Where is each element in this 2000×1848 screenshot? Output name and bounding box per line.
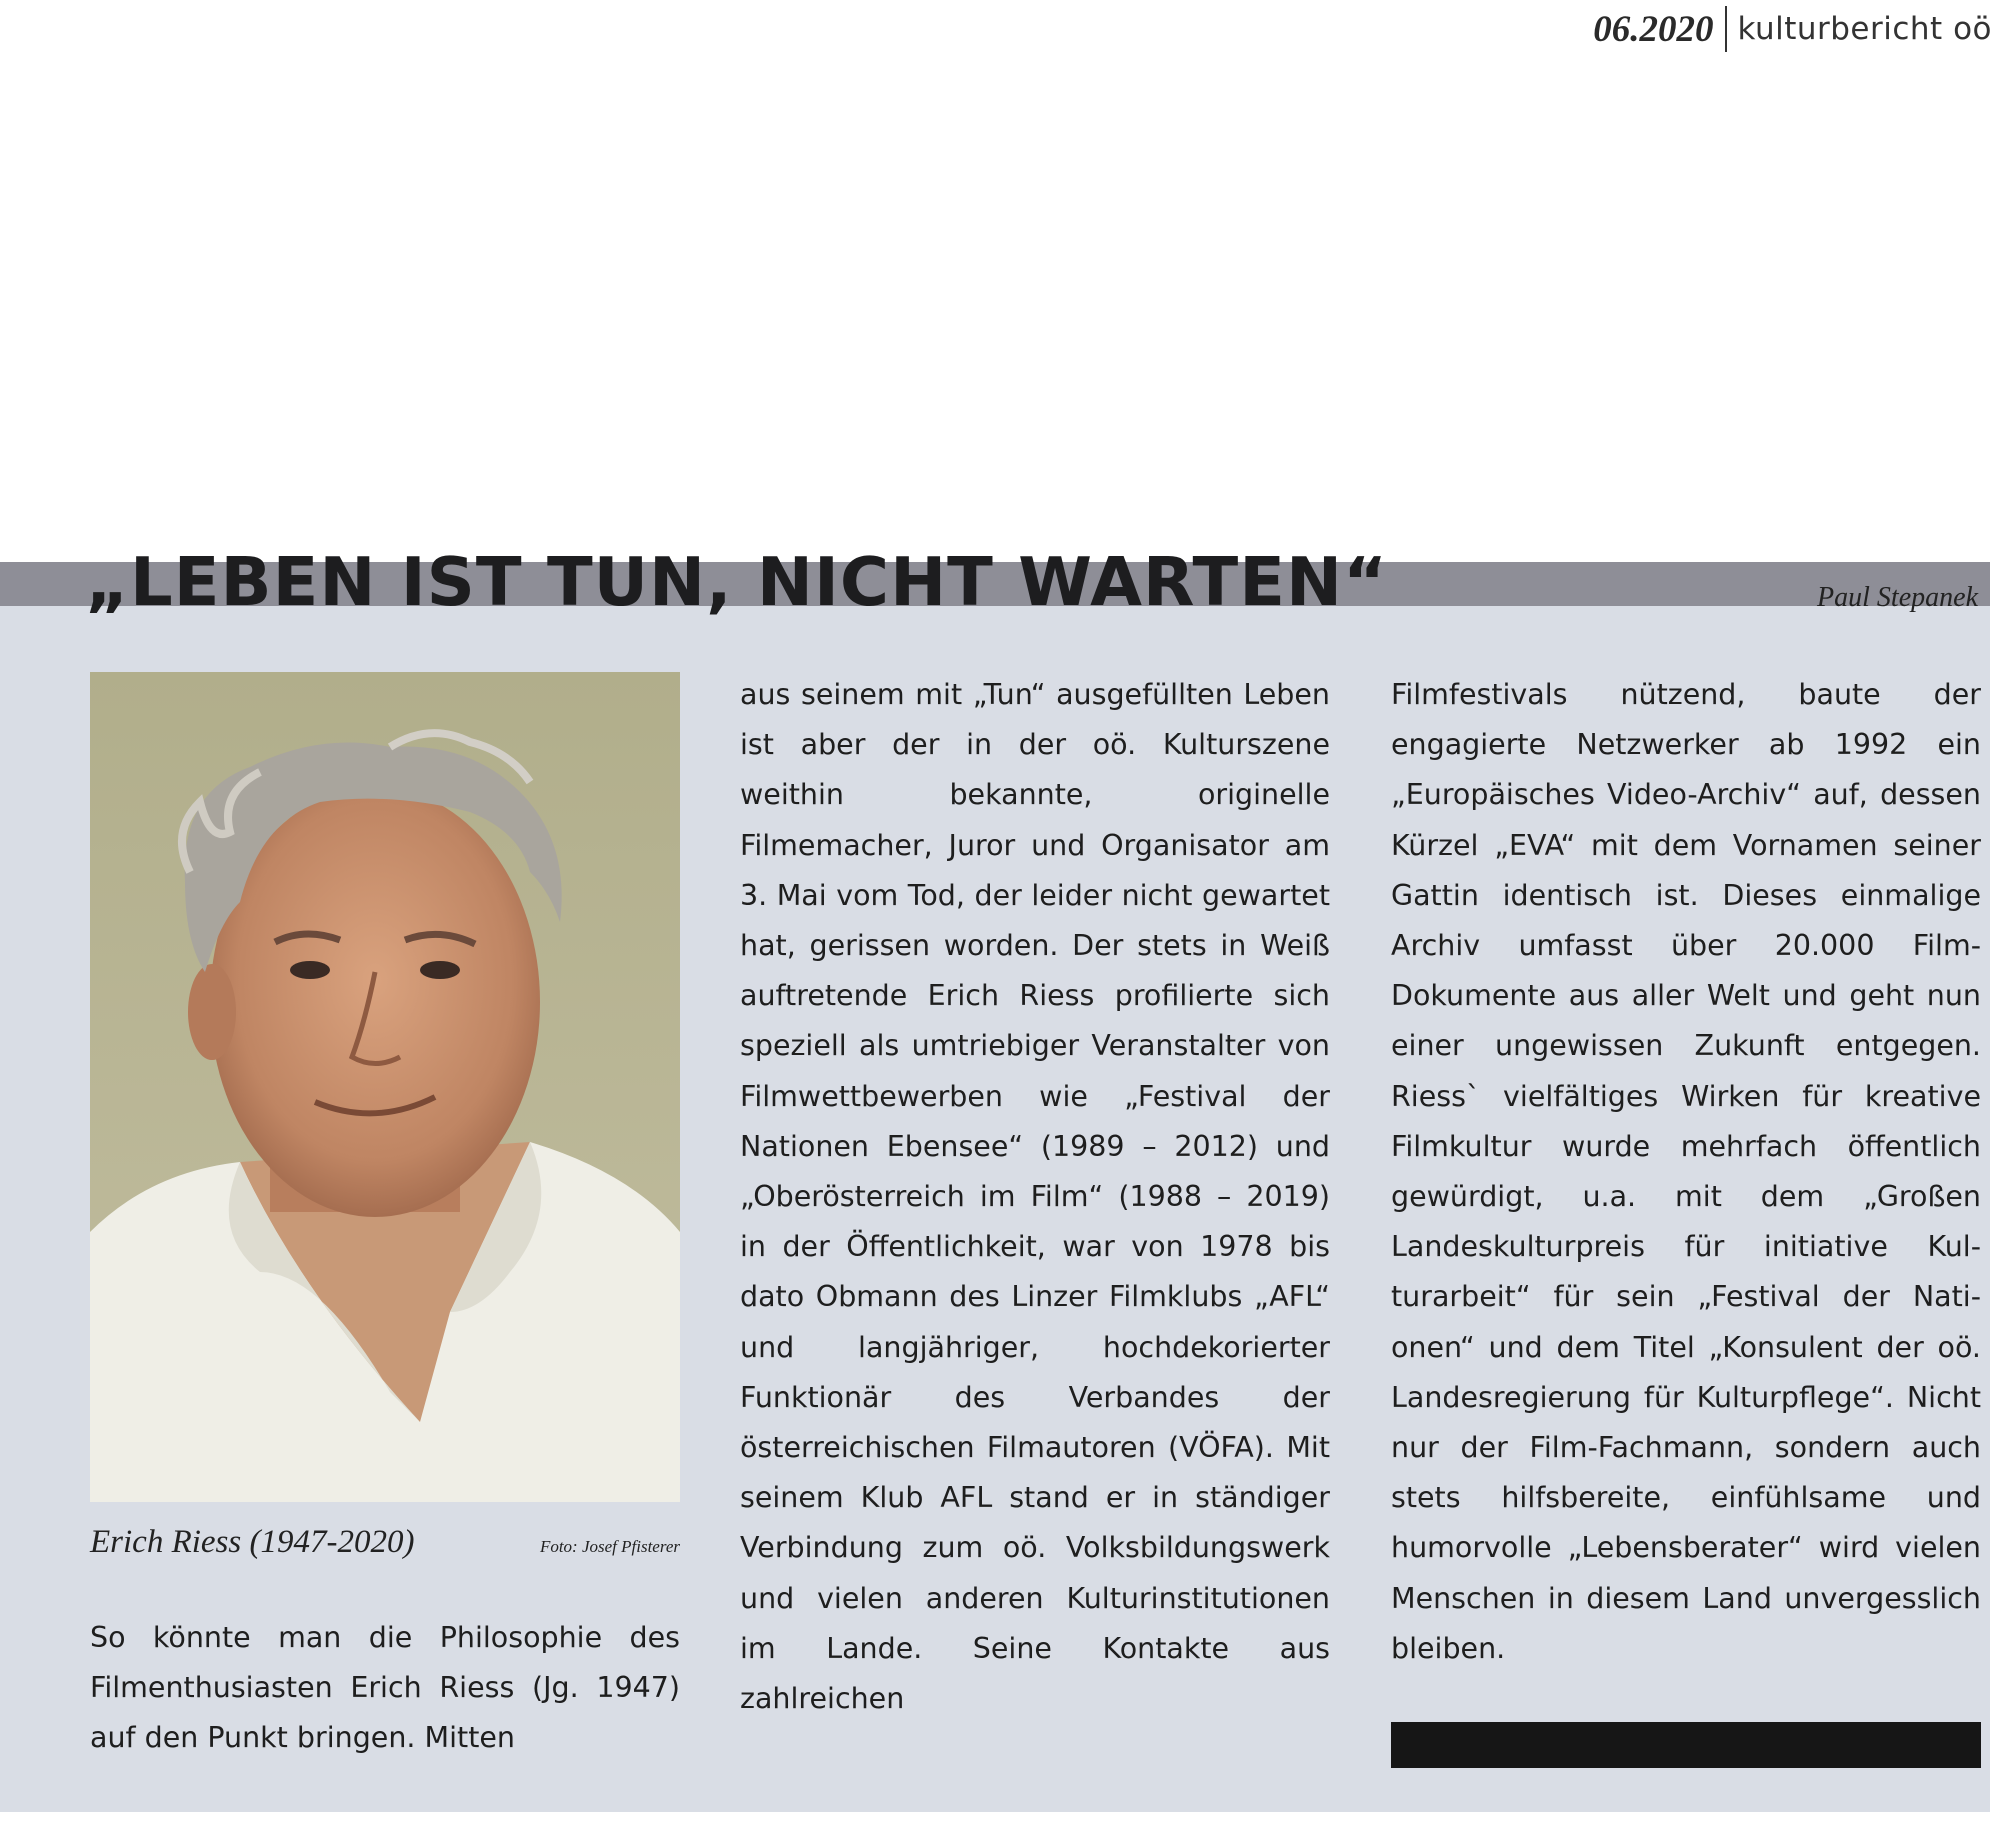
issue-date: 06.2020 — [1593, 8, 1714, 50]
caption-name: Erich Riess (1947-2020) — [90, 1524, 415, 1560]
masthead — [1593, 6, 1992, 52]
article-column-2: aus seinem mit „Tun“ ausgefüllten Leben ist aber der in der oö. Kulturszene weithin bekannte, originelle Filmemacher, Juror und Organisator am 3. Mai vom Tod, der leider nicht gewartet hat, gerissen worden. Der stets in Weiß auftretende Erich Riess profilierte sich speziell als umtriebiger Veranstalter von Filmwettbewerben wie „Festival der Nationen Ebensee“ (1989 – 2012) und „Oberösterreich im Film“ (1988 – 2019) in der Öffentlichkeit, war von 1978 bis dato Obmann des Linzer Filmklubs „AFL“ und langjähriger, hochdekorierter Funktionär des Verbandes der österreichischen Filmautoren (VÖFA). Mit seinem Klub AFL stand er in ständiger Verbindung zum oö. Volksbildungswerk und vielen anderen Kulturinstitutionen im Lande. Seine Kontakte aus zahlreichen — [740, 678, 1330, 1716]
photo-caption — [90, 1524, 680, 1568]
article-column-1: So könnte man die Philosophie des Filmenthusiasten Erich Riess (Jg. 1947) auf den Punkt bringen. Mitten — [90, 1621, 680, 1755]
article — [0, 543, 1990, 1812]
publication-name: kulturbericht oö — [1737, 11, 1992, 47]
portrait-photo — [90, 672, 680, 1502]
author-name: Paul Stepanek — [1817, 582, 1978, 613]
portrait-illustration — [90, 672, 680, 1502]
article-title: „LEBEN IST TUN, NICHT WARTEN“ — [85, 543, 1389, 621]
article-end-bar — [1391, 1722, 1981, 1768]
photo-credit: Foto: Josef Pfisterer — [539, 1537, 680, 1556]
article-column-3: Filmfestivals nützend, baute der engagierte Netzwerker ab 1992 ein „Europäisches Video-Archiv“ auf, dessen Kürzel „EVA“ mit dem Vornamen seiner Gattin identisch ist. Dieses einmalige Archiv umfasst über 20.000 Film-Dokumente aus aller Welt und geht nun einer ungewissen Zukunft entgegen. Riess` vielfältiges Wirken für kreative Filmkultur wurde mehrfach öffentlich gewürdigt, u.a. mit dem „Großen Landeskulturpreis für initiative Kulturarbeit“ für sein „Festival der Nationen“ und dem Titel „Konsulent der oö. Landesregierung für Kulturpflege“. Nicht nur der Film-Fachmann, sondern auch stets hilfsbereite, einfühlsame und humorvolle „Lebensberater“ wird vielen Menschen in diesem Land unvergesslich bleiben. — [1391, 678, 1981, 1665]
